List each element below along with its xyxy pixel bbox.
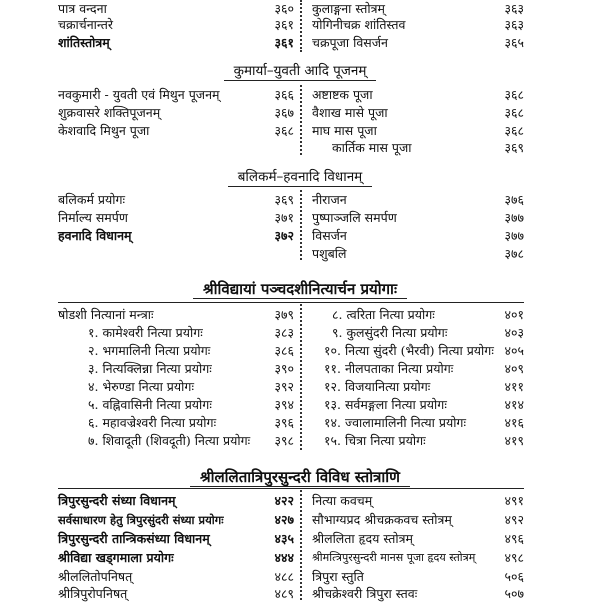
entry-title: ६. महावज्रेश्वरी नित्या प्रयोगः (88, 415, 217, 430)
column-divider (300, 490, 302, 600)
entry-page: ४२७ (274, 512, 294, 527)
entry-title: त्रिपुरा स्तुति (312, 569, 364, 584)
entry-title: श्रीललिता हृदय स्तोत्रम् (312, 531, 413, 546)
entry-page: ३६१ (274, 17, 294, 32)
entry-page: ३६६ (274, 87, 294, 102)
entry-page: ४०९ (504, 361, 524, 376)
entry-title: पात्र वन्दना (58, 1, 107, 16)
toc-entry[interactable] (312, 86, 524, 104)
toc-entry[interactable] (312, 432, 524, 450)
toc-entry[interactable] (58, 306, 294, 324)
entry-title: चक्रपूजा विसर्जन (312, 35, 388, 50)
entry-title: बलिकर्म प्रयोगः (58, 192, 126, 207)
toc-entry[interactable] (312, 414, 524, 432)
entry-title: ७. शिवादूती (शिवदूती) नित्या प्रयोगः (88, 433, 251, 448)
entry-title: ४. भेरुण्डा नित्या प्रयोगः (88, 379, 194, 394)
section-rule (58, 302, 524, 303)
entry-title: शुक्रवासरे शक्तिपूजनम् (58, 105, 161, 120)
entry-page: ३६८ (274, 123, 294, 138)
entry-page: ३७७ (504, 210, 524, 225)
toc-entry[interactable] (58, 432, 294, 450)
entry-page: ४१६ (504, 415, 524, 430)
toc-entry[interactable] (58, 530, 294, 548)
entry-title: हवनादि विधानम् (58, 228, 132, 243)
entry-page: ३६९ (504, 140, 524, 155)
entry-page: ३७९ (274, 307, 294, 322)
entry-page: ४१४ (504, 397, 524, 412)
toc-entry[interactable] (58, 16, 294, 34)
entry-title: पशुबलि (312, 246, 347, 261)
entry-page: ३६३ (504, 17, 524, 32)
entry-page: ३६३ (504, 1, 524, 16)
toc-entry[interactable] (312, 209, 524, 227)
entry-title: १२. विजयानित्या प्रयोगः (324, 379, 431, 394)
toc-entry[interactable] (58, 492, 294, 510)
entry-title: शांतिस्तोत्रम् (58, 35, 110, 50)
entry-title: ३. नित्यक्लिन्ना नित्या प्रयोगः (88, 361, 212, 376)
entry-title: नित्या कवचम् (312, 493, 373, 508)
toc-entry[interactable] (58, 191, 294, 209)
toc-entry[interactable] (58, 342, 294, 360)
toc-entry[interactable] (312, 585, 524, 603)
entry-page: ३६८ (504, 123, 524, 138)
entry-page: ५०६ (504, 569, 524, 584)
toc-entry[interactable] (312, 360, 524, 378)
entry-page: ४९८ (504, 550, 524, 565)
toc-entry[interactable] (312, 245, 524, 263)
entry-page: ५०७ (504, 586, 524, 601)
entry-title: श्रीललितोपनिषत् (58, 569, 133, 584)
section-heading (0, 168, 600, 187)
entry-page: ४०१ (504, 307, 524, 322)
entry-title: माघ मास पूजा (312, 123, 377, 138)
entry-page: ३८६ (274, 343, 294, 358)
toc-entry[interactable] (312, 191, 524, 209)
entry-page: ४८९ (274, 586, 294, 601)
toc-entry[interactable] (58, 122, 294, 140)
entry-page: ४२२ (274, 493, 294, 508)
entry-title: १०. नित्या सुंदरी (भैरवी) नित्या प्रयोगः (324, 343, 494, 358)
entry-title: श्रीत्रिपुरोपनिषत् (58, 586, 128, 601)
entry-title: कार्तिक मास पूजा (332, 140, 412, 155)
section-heading (0, 280, 600, 299)
entry-page: ३९६ (274, 415, 294, 430)
toc-entry[interactable] (58, 86, 294, 104)
entry-page: ४९१ (504, 493, 524, 508)
entry-page: ३७२ (274, 228, 294, 243)
toc-entry[interactable] (58, 414, 294, 432)
column-divider (300, 85, 302, 155)
entry-title: नवकुमारी - युवती एवं मिथुन पूजनम् (58, 87, 220, 102)
toc-entry[interactable] (312, 530, 524, 548)
entry-page: ३७८ (504, 246, 524, 261)
entry-page: ३७७ (504, 228, 524, 243)
entry-page: ४९२ (504, 512, 524, 527)
entry-page: ४०३ (504, 325, 524, 340)
toc-entry[interactable] (58, 378, 294, 396)
section-rule (58, 488, 524, 489)
entry-title: चक्रार्चनान्तरे (58, 17, 113, 32)
entry-title: सर्वसाधारण हेतु त्रिपुरसुंदरी संध्या प्रयोगः (58, 513, 224, 527)
entry-page: ४१९ (504, 433, 524, 448)
entry-page: ३६५ (504, 35, 524, 50)
toc-entry[interactable] (58, 568, 294, 586)
toc-entry[interactable] (58, 396, 294, 414)
entry-page: ४४४ (274, 550, 294, 565)
toc-entry[interactable] (312, 306, 524, 324)
column-divider (300, 304, 302, 450)
entry-page: ४८८ (274, 569, 294, 584)
entry-title: १४. ज्वालामालिनी नित्या प्रयोगः (324, 415, 466, 430)
entry-title: ५. वह्निवासिनी नित्या प्रयोगः (88, 397, 212, 412)
entry-page: ३६७ (274, 105, 294, 120)
toc-entry[interactable] (58, 549, 294, 567)
entry-page: ३६० (274, 1, 294, 16)
entry-title: श्रीचक्रेश्वरी त्रिपुरा स्तवः (312, 586, 418, 601)
column-divider (300, 190, 302, 260)
entry-title: योगिनीचक्र शांतिस्तव (312, 17, 406, 32)
entry-title: कुलाङ्गना स्तोत्रम् (312, 1, 385, 16)
toc-entry[interactable] (312, 122, 524, 140)
entry-title: १. कामेश्वरी नित्या प्रयोगः (88, 325, 203, 340)
entry-page: ३८३ (274, 325, 294, 340)
entry-title: श्रीमत्त्रिपुरसुन्दरी मानस पूजा हृदय स्तोत्रम् (312, 551, 476, 564)
entry-page: ४११ (504, 379, 524, 394)
entry-title: केशवादि मिथुन पूजा (58, 123, 150, 138)
entry-title: ११. नीलपताका नित्या प्रयोगः (324, 361, 454, 376)
entry-title: ८. त्वरिता नित्या प्रयोगः (332, 307, 435, 322)
toc-entry[interactable] (58, 360, 294, 378)
toc-entry[interactable] (312, 139, 524, 157)
entry-title: ९. कुलसुंदरी नित्या प्रयोगः (332, 325, 448, 340)
entry-title: षोडशी नित्यानां मन्त्राः (58, 307, 154, 322)
toc-entry[interactable] (312, 324, 524, 342)
toc-entry[interactable] (58, 104, 294, 122)
toc-entry[interactable] (312, 34, 524, 52)
entry-page: ३६८ (504, 87, 524, 102)
section-heading (0, 468, 600, 487)
toc-entry[interactable] (312, 342, 524, 360)
entry-page: ३७६ (504, 192, 524, 207)
entry-title: १३. सर्वमङ्गला नित्या प्रयोगः (324, 397, 447, 412)
toc-entry[interactable] (312, 396, 524, 414)
entry-page: ४९६ (504, 531, 524, 546)
toc-entry[interactable] (58, 585, 294, 603)
toc-entry[interactable] (58, 227, 294, 245)
section-heading-text: श्रीविद्यायां पञ्चदशीनित्यार्चन प्रयोगाः (193, 280, 407, 299)
column-divider (300, 0, 302, 52)
toc-entry[interactable] (312, 511, 524, 529)
entry-title: श्रीविद्या खड्गमाला प्रयोगः (58, 550, 174, 565)
toc-entry[interactable] (312, 378, 524, 396)
entry-page: ४०५ (504, 343, 524, 358)
entry-title: अष्टाष्टक पूजा (312, 87, 373, 102)
toc-entry[interactable] (312, 492, 524, 510)
entry-page: ३९० (274, 361, 294, 376)
toc-entry[interactable] (58, 324, 294, 342)
toc-entry[interactable] (58, 34, 294, 52)
toc-entry[interactable] (312, 227, 524, 245)
entry-page: ३९२ (274, 379, 294, 394)
entry-title: १५. चित्रा नित्या प्रयोगः (324, 433, 426, 448)
toc-entry[interactable] (58, 511, 294, 529)
entry-page: ३९४ (274, 397, 294, 412)
entry-page: ३६८ (504, 105, 524, 120)
entry-title: विसर्जन (312, 228, 347, 243)
entry-title: निर्माल्य समर्पण (58, 210, 128, 225)
section-heading-text: कुमार्या–युवती आदि पूजनम् (224, 62, 377, 81)
toc-entry[interactable] (58, 209, 294, 227)
entry-title: सौभाग्यप्रद श्रीचक्रकवच स्तोत्रम् (312, 512, 452, 527)
entry-title: २. भगमालिनी नित्या प्रयोगः (88, 343, 211, 358)
toc-entry[interactable] (312, 568, 524, 586)
entry-title: नीराजन (312, 192, 347, 207)
entry-page: ३७१ (274, 210, 294, 225)
entry-page: ३९८ (274, 433, 294, 448)
toc-entry[interactable] (312, 549, 524, 567)
entry-title: पुष्पाञ्जलि समर्पण (312, 210, 397, 225)
toc-entry[interactable] (312, 16, 524, 34)
entry-page: ३६१ (274, 35, 294, 50)
entry-title: त्रिपुरसुन्दरी संध्या विधानम् (58, 493, 176, 508)
section-heading-text: बलिकर्म–हवनादि विधानम् (228, 168, 373, 187)
toc-entry[interactable] (312, 104, 524, 122)
entry-page: ३६९ (274, 192, 294, 207)
entry-title: त्रिपुरसुन्दरी तान्त्रिकसंध्या विधानम् (58, 531, 210, 546)
entry-page: ४३५ (274, 531, 294, 546)
section-heading (0, 62, 600, 81)
entry-title: वैशाख मासे पूजा (312, 105, 388, 120)
section-heading-text: श्रीललितात्रिपुरसुन्दरी विविध स्तोत्राणि (190, 468, 410, 487)
